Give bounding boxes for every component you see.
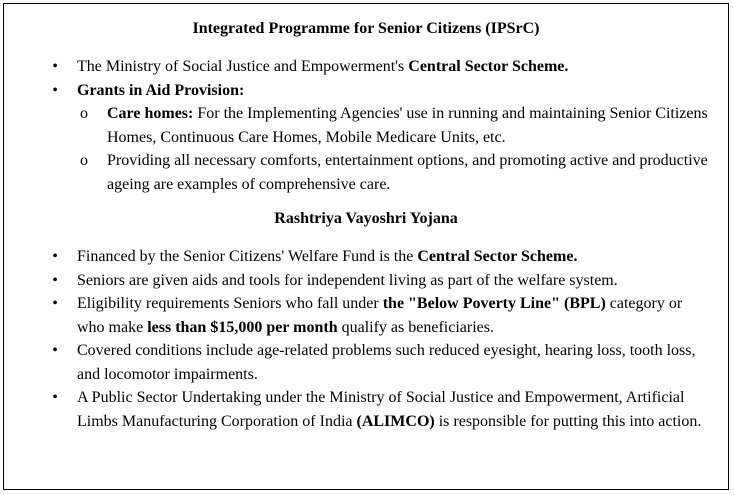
list-item	[4, 79, 728, 103]
sub-item-bold-text: Care homes:	[107, 105, 194, 122]
bullet-icon: •	[52, 342, 58, 359]
item-text: A Public Sector Undertaking under the Ministry of Social Justice and Empowerment, Artificial Limbs Manufacturing Corporation of India	[77, 389, 685, 430]
item-bold-text: Central Sector Scheme.	[417, 248, 578, 265]
bullet-icon: •	[52, 389, 58, 406]
bullet-icon: •	[52, 295, 58, 312]
list-item	[4, 386, 728, 433]
item-bold-text: Central Sector Scheme.	[408, 58, 569, 75]
ipsrc-bullet-list	[4, 55, 728, 196]
sub-item-text: For the Implementing Agencies' use in running and maintaining Senior Citizens Homes, Continuous Care Homes, Mobile Medicare Units, etc.	[107, 105, 708, 146]
item-text: category or who make	[77, 295, 683, 336]
item-text: qualify as beneficiaries.	[337, 318, 494, 336]
item-text: Eligibility requirements Seniors who fall under	[77, 295, 383, 312]
sub-list-item	[4, 149, 728, 196]
item-text: Covered conditions include age-related problems such reduced eyesight, hearing loss, tooth loss, and locomotor impairments.	[77, 342, 696, 383]
list-item	[4, 292, 728, 339]
item-bold-text: (ALIMCO)	[356, 412, 435, 430]
bullet-icon: •	[52, 271, 58, 289]
item-bold-text: less than $15,000 per month	[147, 318, 338, 336]
sub-bullet-icon: o	[80, 105, 88, 122]
item-bold-text: Grants in Aid Provision:	[77, 81, 245, 99]
section-title-rvy: Rashtriya Vayoshri Yojana	[274, 210, 458, 227]
section-title-ipsrc: Integrated Programme for Senior Citizens (IPSrC)	[192, 20, 540, 37]
item-bold-text: the "Below Poverty Line" (BPL)	[382, 295, 606, 312]
document-frame	[3, 3, 729, 490]
item-text: The Ministry of Social Justice and Empowerment's	[77, 58, 409, 75]
list-item	[4, 245, 728, 269]
item-text: Seniors are given aids and tools for independent living as part of the welfare system.	[77, 271, 618, 289]
sub-list-item	[4, 102, 728, 149]
list-item	[4, 55, 728, 79]
item-text: is responsible for putting this into action.	[434, 412, 702, 430]
rvy-bullet-list	[4, 245, 728, 433]
list-item	[4, 339, 728, 386]
bullet-icon: •	[52, 81, 58, 99]
sub-item-text: Providing all necessary comforts, entertainment options, and promoting active and productive ageing are examples of comprehensive care.	[107, 152, 708, 193]
sub-bullet-icon: o	[80, 152, 88, 169]
item-text: Financed by the Senior Citizens' Welfare Fund is the	[77, 248, 418, 265]
bullet-icon: •	[52, 248, 58, 265]
list-item	[4, 269, 728, 293]
bullet-icon: •	[52, 58, 58, 75]
